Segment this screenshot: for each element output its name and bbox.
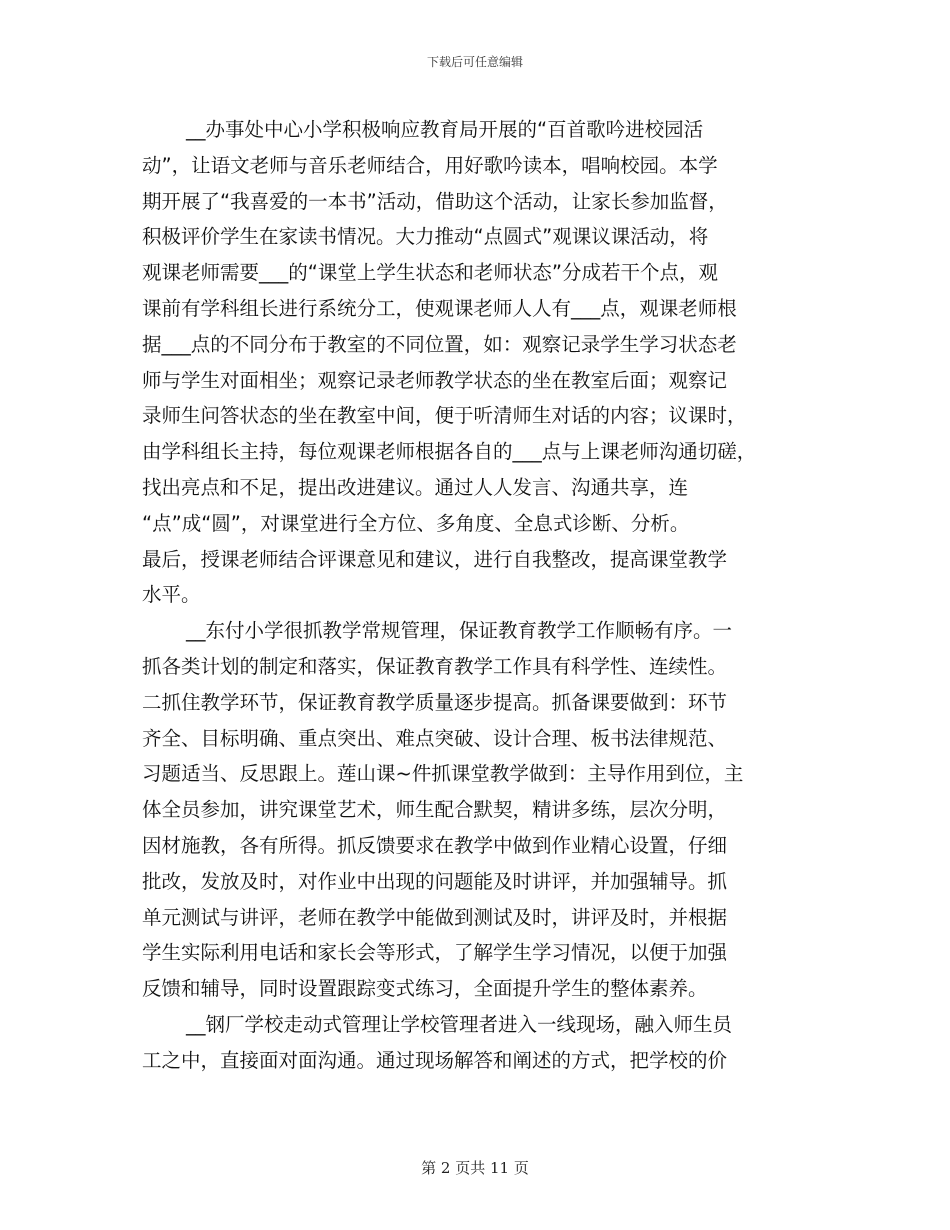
paragraph-1-line: 观课老师需要___的“课堂上学生状态和老师状态”分成若干个点，观	[142, 261, 718, 285]
paragraph-1-line: 录师生问答状态的坐在教室中间，便于听清师生对话的内容；议课时，	[142, 404, 747, 428]
paragraph-1-line: “点”成“圆”，对课堂进行全方位、多角度、全息式诊断、分析。	[142, 511, 690, 535]
paragraph-3-line: 工之中，直接面对面沟通。通过现场解答和阐述的方式，把学校的价	[142, 1048, 728, 1072]
document-body	[142, 112, 842, 1079]
paragraph-1-line: __办事处中心小学积极响应教育局开展的“百首歌吟进校园活	[186, 118, 704, 141]
paragraph-1-line: 积极评价学生在家读书情况。大力推动“点圆式”观课议课活动，将	[142, 225, 709, 249]
paragraph-2-line: 习题适当、反思跟上。莲山课~件抓课堂教学做到：主导作用到位，主	[142, 762, 744, 786]
paragraph-1-line: 师与学生对面相坐；观察记录老师教学状态的坐在教室后面；观察记	[142, 368, 728, 392]
paragraph-2-line: __东付小学很抓教学常规管理，保证教育教学工作顺畅有序。一	[186, 619, 733, 643]
paragraph-1-line: 由学科组长主持，每位观课老师根据各自的___点与上课老师沟通切磋，	[142, 440, 757, 464]
paragraph-2-line: 体全员参加，讲究课堂艺术，师生配合默契，精讲多练，层次分明，	[142, 798, 728, 822]
paragraph-3-line: __钢厂学校走动式管理让学校管理者进入一线现场，融入师生员	[186, 1012, 733, 1036]
paragraph-1-line: 动”，让语文老师与音乐老师结合，用好歌吟读本，唱响校园。本学	[142, 153, 718, 177]
paragraph-1-line: 课前有学科组长进行系统分工，使观课老师人人有___点，观课老师根	[142, 296, 737, 320]
paragraph-2-line: 单元测试与讲评，老师在教学中能做到测试及时，讲评及时，并根据	[142, 905, 728, 929]
paragraph-1-line: 据___点的不同分布于教室的不同位置，如：观察记录学生学习状态老	[142, 332, 737, 356]
paragraph-1-line: 找出亮点和不足，提出改进建议。通过人人发言、沟通共享，连	[142, 475, 689, 499]
paragraph-2-line: 二抓住教学环节，保证教育教学质量逐步提高。抓备课要做到：环节	[142, 690, 728, 714]
paragraph-1-line: 最后，授课老师结合评课意见和建议，进行自我整改，提高课堂教学	[142, 547, 728, 571]
paragraph-2-line: 因材施教，各有所得。抓反馈要求在教学中做到作业精心设置，仔细	[142, 833, 728, 857]
page-header: 下载后可任意编辑	[426, 55, 523, 69]
paragraph-2-line: 抓各类计划的制定和落实，保证教育教学工作具有科学性、连续性。	[142, 654, 728, 678]
page-number: 第 2 页共 11 页	[421, 1159, 529, 1177]
paragraph-2-line: 学生实际利用电话和家长会等形式，了解学生学习情况，以便于加强	[142, 941, 728, 965]
paragraph-1-line: 水平。	[142, 583, 201, 607]
paragraph-1-line: 期开展了“我喜爱的一本书”活动，借助这个活动，让家长参加监督，	[142, 189, 728, 213]
paragraph-2-line: 反馈和辅导，同时设置跟踪变式练习，全面提升学生的整体素养。	[142, 977, 708, 1001]
paragraph-2-line: 齐全、目标明确、重点突出、难点突破、设计合理、板书法律规范、	[142, 726, 728, 750]
paragraph-2-line: 批改，发放及时，对作业中出现的问题能及时讲评，并加强辅导。抓	[142, 869, 728, 893]
